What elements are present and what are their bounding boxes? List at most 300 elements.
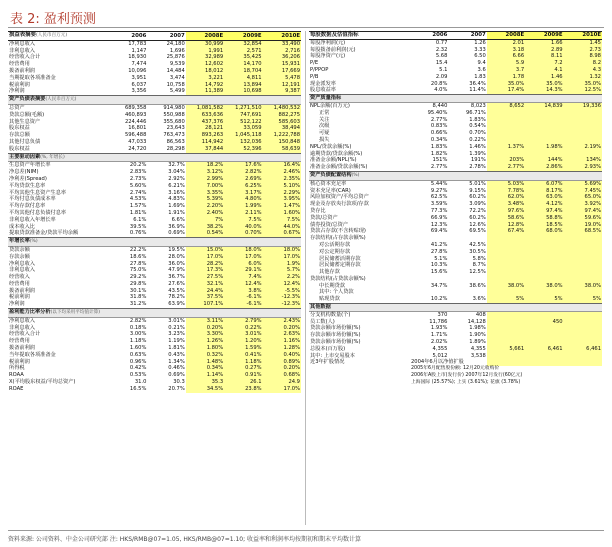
- section-title-text: 每股数据及估值指标: [310, 32, 359, 38]
- value-cell: 28,121: [186, 125, 224, 132]
- value-cell: 2.2%: [263, 274, 301, 281]
- value-cell: 2.73%: [129, 175, 147, 182]
- value-cell: 3.59%: [430, 201, 448, 208]
- section-unit: (人民币百万元): [45, 97, 77, 103]
- value-cell: 14,484: [166, 67, 185, 74]
- row-label: NPL余额(百万元): [310, 102, 350, 109]
- row-label: 非利息收入: [9, 324, 35, 331]
- year-header: [564, 171, 602, 180]
- section-title-text: 年增长率: [9, 238, 30, 245]
- row-label: 其他付息负债: [9, 138, 41, 145]
- row-label: 总股本(百万股): [310, 345, 346, 352]
- value-cell: 2.77%: [430, 164, 448, 171]
- value-cell: 2004年6月以净值扩股: [411, 359, 464, 366]
- value-cell: 0.20%: [263, 365, 301, 372]
- value-cell: 13,894: [224, 82, 262, 89]
- section-header: [309, 171, 602, 180]
- value-cell: 0.53%: [129, 372, 147, 379]
- value-cell: 893,263: [186, 132, 224, 139]
- value-cell: 0.63%: [129, 351, 147, 358]
- value-cell: 34.7%: [430, 282, 448, 289]
- year-header: [487, 304, 525, 312]
- row-label: 经营费用: [9, 61, 30, 68]
- value-cell: 12.8%: [487, 222, 525, 229]
- value-cell: -12.3%: [263, 294, 301, 301]
- table-row: [309, 164, 602, 171]
- row-label: 股息收益率: [310, 87, 336, 94]
- value-cell: 0.54%: [469, 123, 486, 130]
- value-cell: 1.83: [474, 73, 486, 80]
- row-label: 正常: [319, 109, 330, 116]
- year-header: [186, 309, 224, 318]
- value-cell: 114,942: [186, 139, 224, 146]
- value-cell: 18.0%: [263, 246, 301, 253]
- row-label: 员工数(人): [310, 318, 335, 325]
- value-cell: 36.9%: [168, 223, 185, 230]
- value-cell: 5,499: [169, 88, 185, 95]
- value-cell: 47.9%: [168, 267, 185, 274]
- value-cell: 2,571: [224, 48, 262, 55]
- value-cell: 2.20%: [186, 203, 224, 210]
- row-label: 中长期贷款: [319, 282, 345, 289]
- value-cell: 39.5%: [129, 223, 147, 230]
- value-cell: 32,854: [224, 40, 262, 47]
- section-title: [309, 95, 410, 103]
- value-cell: 7.00%: [186, 183, 224, 190]
- table-row: [309, 346, 602, 353]
- value-cell: 12.4%: [224, 281, 262, 288]
- value-cell: 7.2: [525, 60, 563, 67]
- year-header: [410, 304, 448, 312]
- value-cell: 4.3: [564, 67, 602, 74]
- value-cell: 2.11%: [224, 210, 262, 217]
- value-cell: 2.19%: [564, 144, 602, 151]
- row-label: 存款余额市场份额(%): [310, 332, 361, 339]
- value-cell: 33,059: [224, 125, 262, 132]
- year-header: 2008E: [186, 32, 224, 41]
- value-cell: 36.0%: [168, 260, 185, 267]
- value-cell: [525, 262, 563, 269]
- value-cell: 77.3%: [430, 207, 448, 214]
- value-cell: 2.82%: [129, 317, 147, 324]
- table-row: [8, 132, 301, 139]
- value-cell: 8,023: [470, 102, 486, 109]
- value-cell: 22.2%: [129, 246, 147, 253]
- table-row: [309, 296, 602, 303]
- value-cell: 33,490: [263, 40, 301, 47]
- value-cell: 1.93%: [430, 325, 448, 332]
- value-cell: 5.10%: [263, 183, 301, 190]
- value-cell: [525, 359, 563, 366]
- row-label: 平均其他生息资产生息率: [9, 189, 67, 196]
- table-row: [8, 294, 301, 301]
- value-cell: 27.8%: [430, 248, 448, 255]
- section-header: [8, 309, 301, 318]
- section-header: [309, 304, 602, 312]
- table-row: [8, 359, 301, 366]
- table-row: [8, 88, 301, 95]
- value-cell: 5.9: [487, 60, 525, 67]
- table-row: [8, 119, 301, 126]
- value-cell: 1.14%: [186, 372, 224, 379]
- value-cell: 1.45: [564, 39, 602, 46]
- value-cell: 18,930: [128, 54, 147, 61]
- year-header: [448, 171, 486, 180]
- page-title: 表 2: 盈利预测: [10, 12, 96, 27]
- value-cell: 2.92%: [168, 175, 185, 182]
- year-header: [263, 96, 301, 105]
- value-cell: 20.2%: [129, 162, 147, 169]
- year-header: [525, 95, 563, 103]
- value-cell: [487, 353, 525, 360]
- value-cell: [448, 235, 486, 242]
- value-cell: [525, 249, 563, 256]
- row-label: 净息差(NIM): [9, 169, 39, 176]
- year-header: [224, 238, 262, 247]
- year-header: [109, 238, 147, 247]
- value-cell: 12.4%: [263, 281, 301, 288]
- value-cell: 6.25%: [224, 183, 262, 190]
- year-header: 2009E: [525, 32, 563, 40]
- value-cell: 97.4%: [525, 208, 563, 215]
- row-label: 核心资本充足率: [310, 180, 347, 187]
- value-cell: 3.6: [477, 66, 486, 73]
- value-cell: 9.4: [477, 60, 486, 67]
- row-label: 生息资产年增长率: [9, 162, 51, 169]
- value-cell: 3.01%: [168, 317, 185, 324]
- value-cell: [487, 332, 525, 339]
- value-cell: 6.0%: [224, 261, 262, 268]
- value-cell: 0.69%: [168, 230, 185, 237]
- column-divider: [305, 31, 306, 525]
- value-cell: 11,389: [186, 88, 224, 95]
- value-cell: 4,355: [470, 345, 486, 352]
- value-cell: 0.76%: [129, 230, 147, 237]
- value-cell: 3.04%: [168, 169, 185, 176]
- year-header: [263, 153, 301, 162]
- value-cell: 1.19%: [168, 338, 185, 345]
- value-cell: 550,988: [163, 111, 185, 118]
- value-cell: [525, 110, 563, 117]
- value-cell: 5,661: [487, 346, 525, 353]
- value-cell: 3.23%: [168, 331, 185, 338]
- value-cell: 35.0%: [487, 81, 525, 88]
- value-cell: 47,033: [128, 138, 147, 145]
- value-cell: 1.16%: [263, 338, 301, 345]
- value-cell: 6.21%: [168, 182, 185, 189]
- table-row: [8, 365, 301, 372]
- row-label: 净利润: [9, 88, 25, 95]
- row-label: 逾期贷款/贷款余额(%): [310, 150, 363, 157]
- table-row: [309, 87, 602, 94]
- value-cell: 2.77%: [430, 116, 448, 123]
- section-unit: (%, 年增长): [40, 154, 65, 160]
- value-cell: 689,358: [124, 104, 147, 111]
- value-cell: 1.18%: [129, 338, 147, 345]
- value-cell: [525, 332, 563, 339]
- value-cell: [487, 339, 525, 346]
- value-cell: 3,474: [169, 74, 185, 81]
- year-header: [147, 309, 185, 318]
- section-title: [309, 304, 410, 312]
- row-label: 准备金余额/NPL(%): [310, 157, 357, 164]
- year-header: [564, 95, 602, 103]
- value-cell: 58,639: [263, 146, 301, 153]
- value-cell: 1,147: [131, 47, 147, 54]
- value-cell: 30.1%: [129, 287, 147, 294]
- value-cell: [448, 289, 486, 296]
- section-unit: (人民币百万元): [35, 33, 68, 38]
- value-cell: [564, 311, 602, 318]
- value-cell: [410, 289, 448, 296]
- value-cell: 30.5%: [469, 248, 486, 255]
- value-cell: 28.0%: [168, 253, 185, 260]
- value-cell: 3,221: [186, 75, 224, 82]
- value-cell: 24.9: [263, 379, 301, 386]
- value-cell: 1.57%: [129, 203, 147, 210]
- table-row: [309, 130, 602, 137]
- value-cell: 2.93%: [564, 164, 602, 171]
- value-cell: 32,989: [186, 54, 224, 61]
- row-label: 居民储蓄定期存款: [319, 262, 361, 269]
- year-header: [186, 238, 224, 247]
- row-label: 存款余额: [9, 253, 30, 260]
- table-row: [309, 215, 602, 222]
- value-cell: 40.0%: [224, 224, 262, 231]
- value-cell: 6.1%: [133, 216, 147, 223]
- value-cell: 2.99%: [186, 176, 224, 183]
- value-cell: 4,811: [224, 75, 262, 82]
- row-label: 关注: [319, 116, 330, 123]
- value-cell: 52,396: [224, 146, 262, 153]
- row-label: 经营费用: [9, 280, 30, 287]
- value-cell: 1,480,532: [263, 104, 301, 111]
- value-cell: 1.26: [474, 39, 486, 46]
- value-cell: 1,696: [169, 47, 185, 54]
- value-cell: 1.46: [525, 74, 563, 81]
- value-cell: [525, 256, 563, 263]
- value-cell: 355,680: [163, 118, 185, 125]
- value-cell: 150,848: [263, 139, 301, 146]
- value-cell: 3.12%: [186, 169, 224, 176]
- value-cell: 1.32: [564, 74, 602, 81]
- value-cell: 1.98%: [525, 144, 563, 151]
- value-cell: 28,298: [166, 145, 185, 152]
- value-cell: 17.6%: [224, 162, 262, 169]
- value-cell: 5,012: [432, 352, 448, 359]
- row-label: 贷款余额市场份额(%): [310, 339, 361, 346]
- value-cell: 0.69%: [168, 372, 185, 379]
- year-header: [487, 95, 525, 103]
- value-cell: 763,473: [163, 132, 185, 139]
- table-row: [8, 139, 301, 146]
- value-cell: [564, 256, 602, 263]
- value-cell: 18.6%: [129, 253, 147, 260]
- title-divider: [8, 27, 604, 28]
- value-cell: [564, 319, 602, 326]
- value-cell: 19.0%: [564, 222, 602, 229]
- row-label: 其他生息资产: [9, 118, 41, 125]
- value-cell: 17.0%: [263, 386, 301, 393]
- value-cell: [564, 289, 602, 296]
- value-cell: 1.71%: [430, 332, 448, 339]
- table-row: [309, 137, 602, 144]
- row-label: 其中: 个人贷款: [319, 289, 354, 296]
- value-cell: 10,096: [128, 67, 147, 74]
- row-label: 分支机构数量(个): [310, 311, 351, 318]
- value-cell: 1,271,510: [224, 104, 262, 111]
- value-cell: -6.1%: [224, 294, 262, 301]
- value-cell: 8.2: [564, 60, 602, 67]
- value-cell: 7.45%: [564, 188, 602, 195]
- year-header: [410, 171, 448, 180]
- value-cell: 0.22%: [224, 325, 262, 332]
- value-cell: 0.70%: [224, 230, 262, 237]
- value-cell: 27.8%: [129, 260, 147, 267]
- value-cell: 1,045,118: [224, 132, 262, 139]
- value-cell: 1.60%: [263, 210, 301, 217]
- value-cell: 5.03%: [487, 180, 525, 187]
- value-cell: 1.48%: [186, 359, 224, 366]
- value-cell: 66.9%: [430, 214, 448, 221]
- section-title-text: 资产质量指标: [310, 95, 342, 102]
- value-cell: 62.0%: [487, 194, 525, 201]
- year-header: [525, 171, 563, 180]
- section-title: [8, 238, 109, 247]
- value-cell: 6,037: [131, 81, 147, 88]
- value-cell: 18,704: [224, 68, 262, 75]
- value-cell: 8.11: [525, 53, 563, 60]
- section-unit: (%): [351, 172, 360, 178]
- value-cell: 3.09%: [469, 201, 486, 208]
- year-header: [487, 171, 525, 180]
- value-cell: 8,652: [487, 102, 525, 109]
- table-row: [8, 169, 301, 176]
- value-cell: 1,222,788: [263, 132, 301, 139]
- value-cell: 10.2%: [430, 296, 448, 303]
- value-cell: 2.29%: [263, 190, 301, 197]
- section-unit: (以下均采用平均值计算): [50, 310, 101, 316]
- value-cell: 29.1%: [224, 267, 262, 274]
- value-cell: 4.0%: [434, 87, 448, 94]
- value-cell: 15.6%: [430, 269, 448, 276]
- row-label: 贷款/总资产: [310, 214, 338, 221]
- value-cell: [564, 332, 602, 339]
- value-cell: [564, 151, 602, 158]
- value-cell: 1.90%: [469, 332, 486, 339]
- year-header: 2006: [109, 32, 147, 41]
- row-label: P/PPOP: [310, 66, 329, 73]
- row-label: 平均付息负债成本率: [9, 196, 56, 203]
- section-title-text: 其他数据: [310, 304, 331, 311]
- row-label: 净利息收入: [9, 260, 35, 267]
- row-label: 净利差(Spread): [9, 175, 47, 182]
- value-cell: 914,980: [163, 104, 185, 111]
- value-cell: [487, 276, 525, 283]
- value-cell: 0.32%: [186, 352, 224, 359]
- value-cell: 3,951: [131, 74, 147, 81]
- value-cell: 14,792: [186, 82, 224, 89]
- value-cell: 3.35%: [186, 190, 224, 197]
- note-cell: 上海国际 (25.57%); 上实 (3.61%); 花旗 (3.78%): [411, 379, 521, 385]
- value-cell: 2.82%: [224, 169, 262, 176]
- value-cell: 0.43%: [168, 351, 185, 358]
- value-cell: 0.83%: [430, 123, 448, 130]
- value-cell: 31.0: [134, 379, 147, 386]
- value-cell: [487, 319, 525, 326]
- value-cell: [564, 242, 602, 249]
- table-row: [8, 379, 301, 386]
- value-cell: 68.5%: [564, 228, 602, 235]
- row-label: 净利息收入: [9, 317, 35, 324]
- section-title: [309, 32, 410, 40]
- value-cell: [487, 151, 525, 158]
- value-cell: [410, 235, 448, 242]
- value-cell: [564, 339, 602, 346]
- value-cell: 1.20%: [224, 338, 262, 345]
- value-cell: 12.5%: [564, 87, 602, 94]
- row-label: 现金及存放央行款项/存款: [310, 201, 369, 208]
- value-cell: 0.34%: [430, 136, 448, 143]
- value-cell: 38.0%: [487, 283, 525, 290]
- value-cell: 2.86%: [525, 164, 563, 171]
- value-cell: 2.83%: [129, 169, 147, 176]
- table-row: [8, 176, 301, 183]
- value-cell: [487, 256, 525, 263]
- row-label: 拨备前利润: [9, 345, 35, 352]
- year-header: 2006: [410, 32, 448, 40]
- value-cell: [487, 117, 525, 124]
- year-header: 2009E: [224, 32, 262, 41]
- section-title-text: 资产负债表摘要: [9, 96, 46, 103]
- value-cell: 0.67%: [263, 230, 301, 237]
- value-cell: 5.39%: [186, 196, 224, 203]
- value-cell: 5%: [525, 296, 563, 303]
- value-cell: 31.2%: [129, 301, 147, 308]
- value-cell: 1.98%: [469, 325, 486, 332]
- value-cell: 17,783: [128, 40, 147, 47]
- value-cell: 96.71%: [466, 109, 486, 116]
- year-header: [448, 304, 486, 312]
- value-cell: [525, 311, 563, 318]
- year-header: [109, 309, 147, 318]
- value-cell: [525, 130, 563, 137]
- row-label: 股东权益: [9, 125, 30, 132]
- table-row: [8, 146, 301, 153]
- value-cell: 5,478: [263, 75, 301, 82]
- value-cell: [487, 110, 525, 117]
- value-cell: 1.26%: [186, 338, 224, 345]
- value-cell: 37,844: [186, 146, 224, 153]
- row-label: 经营收入: [9, 274, 30, 281]
- value-cell: 5%: [487, 296, 525, 303]
- value-cell: 12.6%: [469, 221, 486, 228]
- value-cell: 3.6%: [472, 296, 486, 303]
- value-cell: 6,461: [564, 346, 602, 353]
- value-cell: 38.0%: [564, 283, 602, 290]
- row-label: 贷存比: [310, 207, 326, 214]
- value-cell: 2.35%: [263, 176, 301, 183]
- row-label: 净利润: [9, 301, 25, 308]
- value-cell: 20.7%: [168, 385, 185, 392]
- row-label: 当年提取各项准备金: [9, 351, 56, 358]
- row-label: 平均存款付息率: [9, 203, 46, 210]
- value-cell: 2.40%: [186, 210, 224, 217]
- value-cell: 3,538: [470, 352, 486, 359]
- value-cell: 18,012: [186, 68, 224, 75]
- value-cell: [410, 276, 448, 283]
- value-cell: 35.0%: [525, 81, 563, 88]
